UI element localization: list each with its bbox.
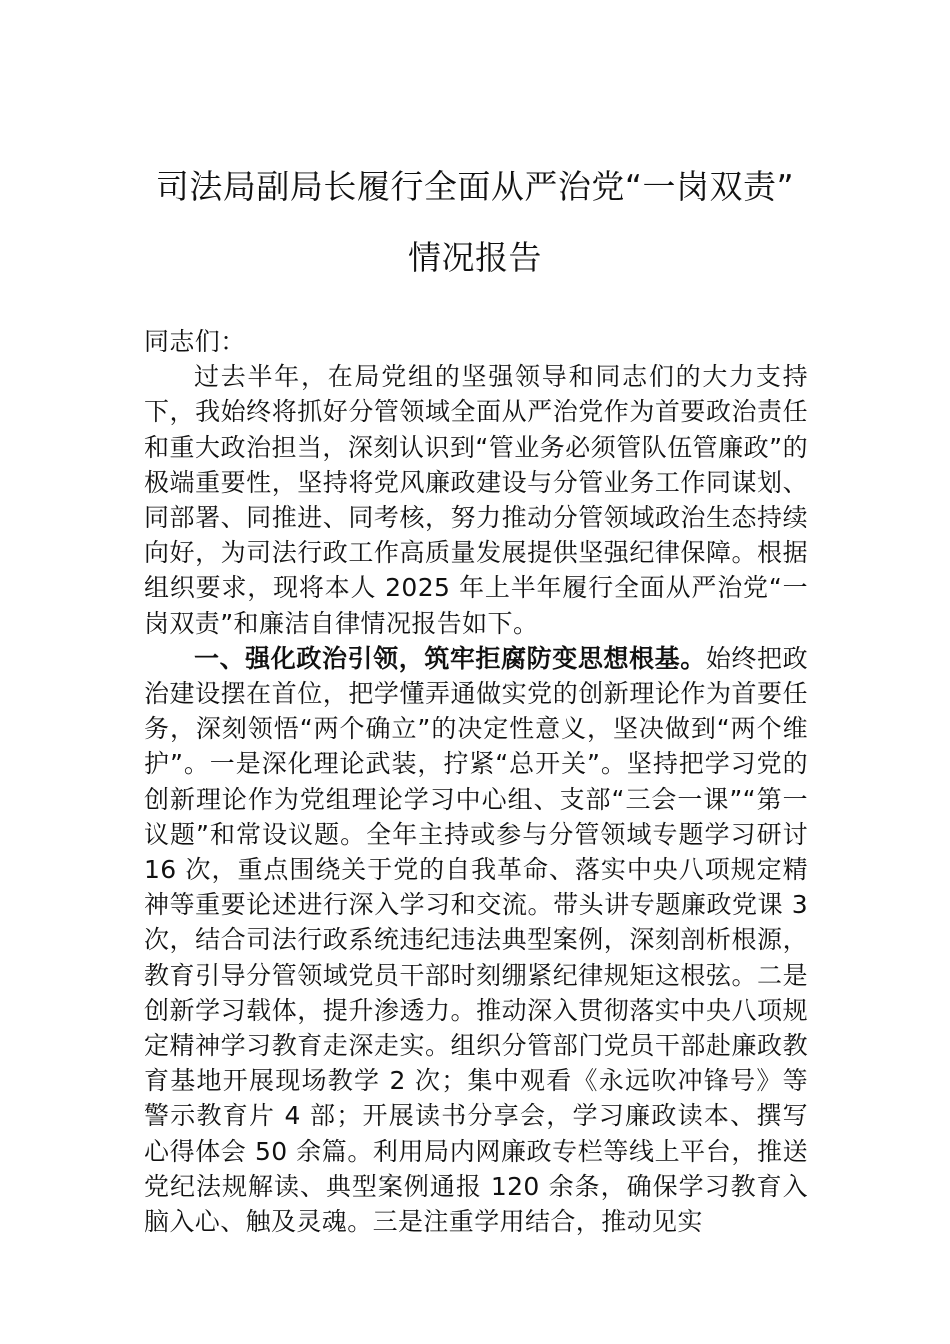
salutation: 同志们： xyxy=(144,327,246,356)
section-1-body: 始终把政治建设摆在首位，把学懂弄通做实党的创新理论作为首要任务，深刻领悟“两个确立”的决定性意义，坚决做到“两个维护”。一是深化理论武装，拧紧“总开关”。坚持把学习党的创新理论作为党组理论学习中心组、支部“三会一课”“第一议题”和常设议题。全年主持或参与分管领域专题学习研讨 16 次，重点围绕关于党的自我革命、落实中央八项规定精神等重要论述进行深入学习和交流。带头讲专题廉政党课 3 次，结合司法行政系统违纪违法典型案例，深刻剖析根源，教育引导分管领域党员干部时刻绷紧纪律规矩这根弦。二是创新学习载体，提升渗透力。推动深入贯彻落实中央八项规定精神学习教育走深走实。组织分管部门党员干部赴廉政教育基地开展现场教学 2 次；集中观看《永远吹冲锋号》等警示教育片 4 部；开展读书分享会，学习廉政读本、撰写心得体会 50 余篇。利用局内网廉政专栏等线上平台，推送党纪法规解读、典型案例通报 120 余条，确保学习教育入脑入心、触及灵魂。三是注重学用结合，推动见实 xyxy=(144,643,808,1237)
document-title-line-1: 司法局副局长履行全面从严治党“一岗双责” xyxy=(155,167,795,206)
document-title-line-2: 情况报告 xyxy=(408,238,542,277)
document-body xyxy=(144,324,808,1239)
paragraph-intro: 过去半年，在局党组的坚强领导和同志们的大力支持下，我始终将抓好分管领域全面从严治党作为首要政治责任和重大政治担当，深刻认识到“管业务必须管队伍管廉政”的极端重要性，坚持将党风廉政建设与分管业务工作同谋划、同部署、同推进、同考核，努力推动分管领域政治生态持续向好，为司法行政工作高质量发展提供坚强纪律保障。根据组织要求，现将本人 2025 年上半年履行全面从严治党“一岗双责”和廉洁自律情况报告如下。 xyxy=(144,362,808,638)
paragraph-section-1 xyxy=(144,641,808,1239)
section-1-heading: 一、强化政治引领，筑牢拒腐防变思想根基。 xyxy=(194,643,706,673)
